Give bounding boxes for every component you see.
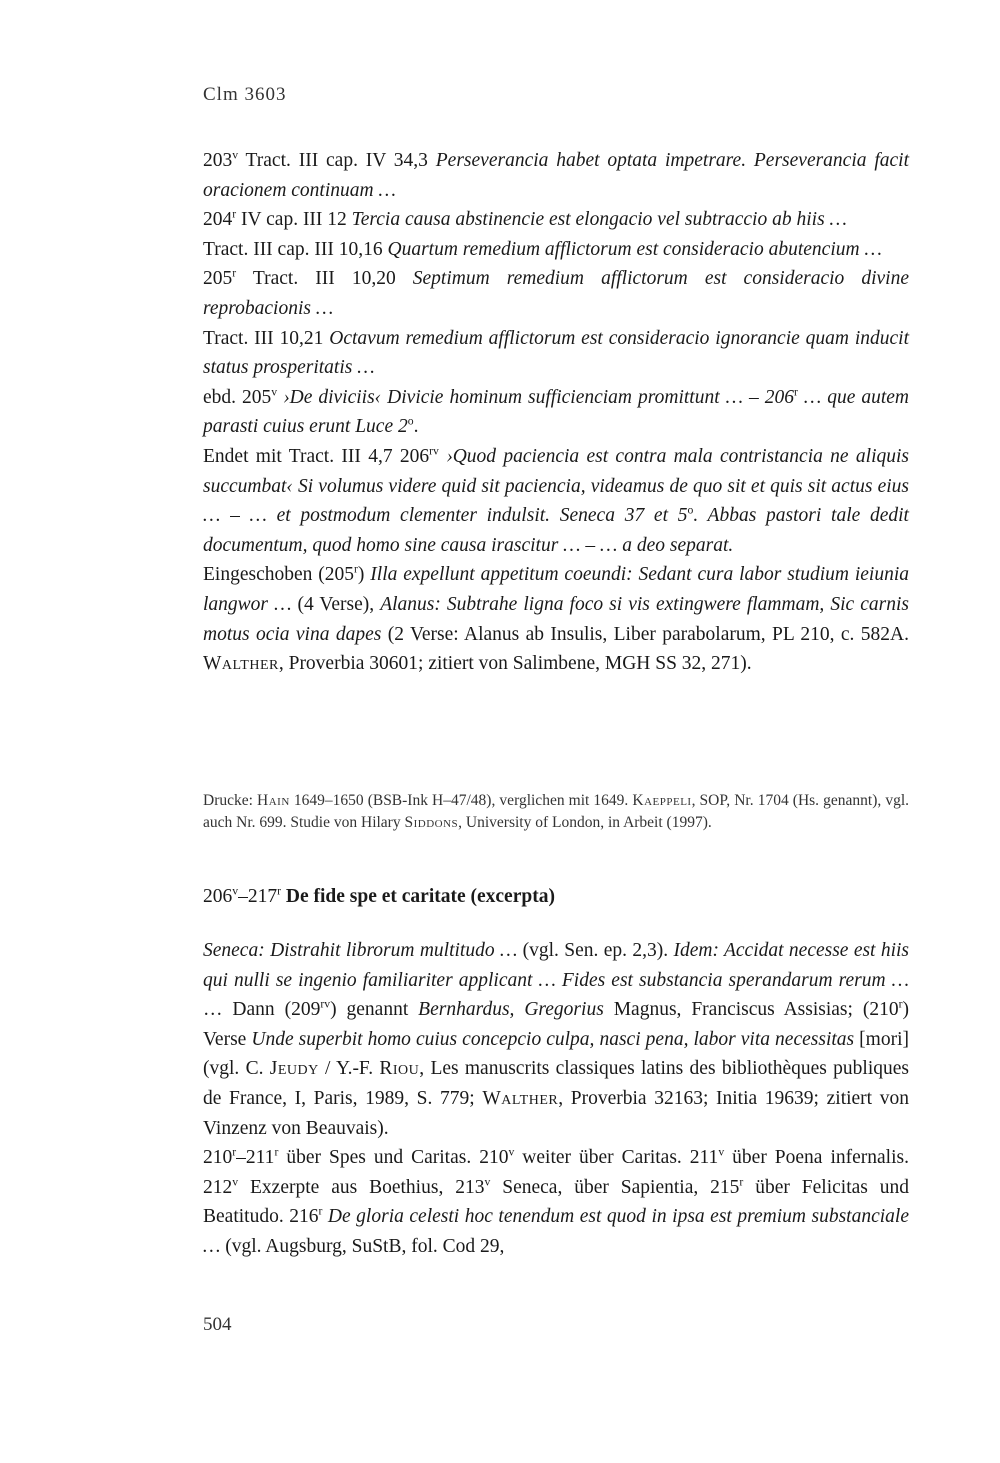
folio-sup: rv <box>429 444 439 458</box>
folio-sup: r <box>898 997 903 1011</box>
entry-incipit: Seneca: Distrahit librorum multitudo … <box>203 940 518 961</box>
entry-text: Tract. III cap. III 10,16 <box>203 238 388 260</box>
entry-text: ) <box>357 564 371 586</box>
folio-sup: r <box>274 1145 279 1159</box>
entry-text: über Spes und Caritas. 210 <box>278 1147 509 1169</box>
entry-incipit: Idem: Accidat necesse est hiis qui nulli se ingenio familiariter applicant … Fides est substancia sperandarum rerum … <box>203 940 910 991</box>
entry-incipit: ›De diviciis‹ Divicie hominum sufficienciam promittunt … – 206 <box>277 386 794 408</box>
entry-text: , Proverbia 32163; Initia 19639; zitiert von Vinzenz von Beauvais). <box>203 1087 909 1139</box>
entry-text: . <box>413 416 419 438</box>
entry-incipit: De gloria celesti hoc tenendum est quod in ipsa est premium substanciale … <box>203 1206 909 1257</box>
manuscript-entries <box>203 146 909 679</box>
entry-1 <box>203 205 909 235</box>
entry-text: ) genannt <box>330 999 419 1021</box>
entry-text: weiter über Caritas. 211 <box>514 1147 719 1169</box>
entry-explicit: . Abbas pastori tale dedit documentum, quod homo sine causa irascitur … – … a deo separat. <box>203 505 909 556</box>
folio-sup: v <box>508 1145 515 1159</box>
entry-incipit: Tercia causa abstinencie est elongacio vel subtraccio ab hiis … <box>351 209 847 231</box>
folio-sup: v <box>232 884 239 898</box>
entry-text: Endet mit Tract. III 4,7 206 <box>203 445 430 467</box>
entry-incipit: Bernhardus, Gregorius <box>418 999 604 1021</box>
folio-ref: 205 <box>203 268 233 290</box>
folio-sup: r <box>277 884 281 898</box>
entry-incipit: Quartum remedium afflictorum est consideracio abutencium … <box>387 238 882 260</box>
folio-sup: r <box>354 562 358 576</box>
running-title: Clm 3603 <box>203 84 287 105</box>
entry-text: Eingeschoben (205 <box>203 564 354 586</box>
entry-0 <box>203 146 909 205</box>
entry-text: [mori] (vgl. C. <box>203 1028 909 1080</box>
entry-text: ) Verse <box>203 999 910 1050</box>
folio-sup: v <box>271 385 278 399</box>
excerpt-paragraph-2 <box>203 1143 909 1261</box>
entry-incipit: ›Quod paciencia est contra mala contristancia ne aliquis succumbat‹ Si volumus videre quid sit paciencia, videamus de quo sit et quis sit actus eius … – … et postmodum clementer indulsit. Seneca 37 et 5 <box>203 445 909 527</box>
excerpt-entries <box>203 936 909 1262</box>
entry-text: , Proverbia 30601; zitiert von Salimbene, MGH SS 32, 271). <box>278 653 752 675</box>
notes-text: 1649–1650 (BSB-Ink H–47/48), verglichen mit 1649. <box>289 792 633 809</box>
entry-text: über Felicitas und Beatitudo. 216 <box>203 1176 910 1228</box>
notes-text: , SOP, Nr. 1704 (Hs. genannt), vgl. auch Nr. 699. Studie von Hilary <box>203 792 910 831</box>
author-name: Walther <box>203 653 279 675</box>
entry-text: (2 Verse: Alanus ab Insulis, Liber parabolarum, PL 210, c. 582A. <box>381 623 909 645</box>
entry-text: –211 <box>236 1147 275 1169</box>
entry-text: über Poena infernalis. 212 <box>203 1147 909 1198</box>
folio-sup: r <box>793 385 798 399</box>
excerpt-paragraph-1 <box>203 936 909 1143</box>
folio-sup: r <box>232 1145 237 1159</box>
author-name: Walther <box>482 1087 559 1109</box>
folio-sup: r <box>232 207 237 221</box>
entry-text: Tract. III 10,20 <box>236 268 413 290</box>
author-name: Kaeppeli <box>632 792 692 809</box>
notes-paragraph <box>203 790 909 834</box>
folio-sup: o <box>407 414 414 428</box>
notes-text: Drucke: <box>203 792 258 809</box>
entry-text: (vgl. Augsburg, SuStB, fol. Cod 29, <box>220 1235 505 1257</box>
entry-text: , Les manuscrits classiques latins des bibliothèques publiques de France, I, Paris, 1989, S. 779; <box>203 1058 909 1109</box>
author-name: Hain <box>257 792 290 809</box>
entry-text: ebd. 205 <box>203 386 272 408</box>
folio-sup: v <box>718 1145 725 1159</box>
author-name: Riou <box>379 1058 420 1080</box>
folio-ref: 203 <box>203 150 233 171</box>
entry-text: / Y.-F. <box>318 1058 380 1080</box>
entry-text: (4 Verse), <box>291 593 381 615</box>
entry-text: … Dann (209 <box>203 999 321 1021</box>
entry-incipit: Septimum remedium afflictorum est consideracio divine reprobacionis … <box>203 268 909 319</box>
entry-4 <box>203 324 909 383</box>
bibliography-notes <box>203 790 909 834</box>
entry-explicit: … que autem parasti cuius erunt Luce 2 <box>203 386 909 438</box>
folio-ref: 206 <box>203 886 233 907</box>
entry-text: Tract. III 10,21 <box>203 327 330 349</box>
entry-text: Magnus, Franciscus Assisias; (210 <box>603 999 899 1021</box>
folio-ref: –217 <box>238 886 278 907</box>
entry-incipit: Alanus: Subtrahe ligna foco si vis extingwere flammam, Sic carnis motus ocia vina dapes <box>203 593 909 645</box>
folio-sup: v <box>232 148 239 162</box>
entry-ebd <box>203 383 909 442</box>
entry-3 <box>203 264 909 323</box>
entry-text: 210 <box>203 1147 233 1169</box>
folio-sup: rv <box>320 997 331 1011</box>
folio-sup: r <box>739 1175 744 1189</box>
entry-eingeschoben <box>203 560 909 678</box>
entry-text: IV cap. III 12 <box>236 209 352 231</box>
folio-sup: r <box>232 266 237 280</box>
section-heading <box>203 886 555 908</box>
entry-incipit: Perseverancia habet optata impetrare. Perseverancia facit oracionem continuam … <box>203 150 909 201</box>
entry-text: Exzerpte aus Boethius, 213 <box>238 1176 485 1198</box>
section-title: De fide spe et caritate (excerpta) <box>281 886 555 907</box>
folio-sup: r <box>318 1204 323 1218</box>
entry-incipit: Unde superbit homo cuius concepcio culpa, nasci pena, labor vita necessitas <box>251 1028 855 1050</box>
author-name: Jeudy <box>269 1058 319 1080</box>
notes-text: , University of London, in Arbeit (1997). <box>458 814 712 831</box>
page-number: 504 <box>203 1314 232 1335</box>
entry-incipit: Octavum remedium afflictorum est consideracio ignorancie quam inducit status prosperitatis … <box>203 327 909 379</box>
folio-sup: v <box>232 1175 239 1189</box>
entry-text: (vgl. Sen. ep. 2,3). <box>517 940 674 961</box>
folio-sup: v <box>484 1175 491 1189</box>
entry-endet <box>203 442 909 560</box>
folio-ref: 204 <box>203 209 233 231</box>
entry-text: Tract. III cap. IV 34,3 <box>238 150 436 171</box>
author-name: Siddons <box>404 814 459 831</box>
folio-sup: o <box>687 503 694 517</box>
entry-2 <box>203 235 909 265</box>
entry-text: Seneca, über Sapientia, 215 <box>490 1176 740 1198</box>
entry-incipit: Illa expellunt appetitum coeundi: Sedant cura labor studium ieiunia langwor … <box>203 564 909 615</box>
